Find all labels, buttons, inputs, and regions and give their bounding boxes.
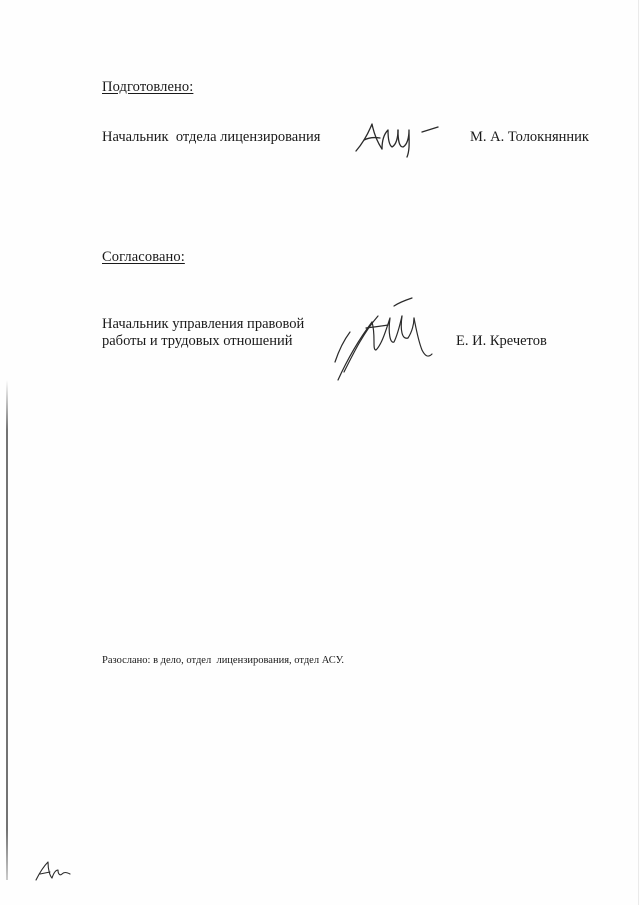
- approved-position-line1: Начальник управления правовой: [102, 316, 305, 332]
- prepared-signature-text: Тлу: [352, 116, 354, 117]
- scan-edge-mark: [6, 380, 8, 880]
- margin-initials: [34, 860, 74, 884]
- prepared-position: Начальник отдела лицензирования: [102, 129, 321, 145]
- prepared-heading: Подготовлено:: [102, 79, 194, 95]
- prepared-signature: [352, 116, 444, 158]
- approved-heading: Согласовано:: [102, 249, 185, 265]
- prepared-name: М. А. Толокнянник: [470, 129, 589, 145]
- approved-position-line2: работы и трудовых отношений: [102, 333, 293, 349]
- distribution-note: Разослано: в дело, отдел лицензирования, отдел АСУ.: [102, 655, 344, 666]
- approved-name: Е. И. Кречетов: [456, 333, 547, 349]
- approved-signature: [326, 296, 441, 386]
- scan-edge-mark: [638, 0, 639, 905]
